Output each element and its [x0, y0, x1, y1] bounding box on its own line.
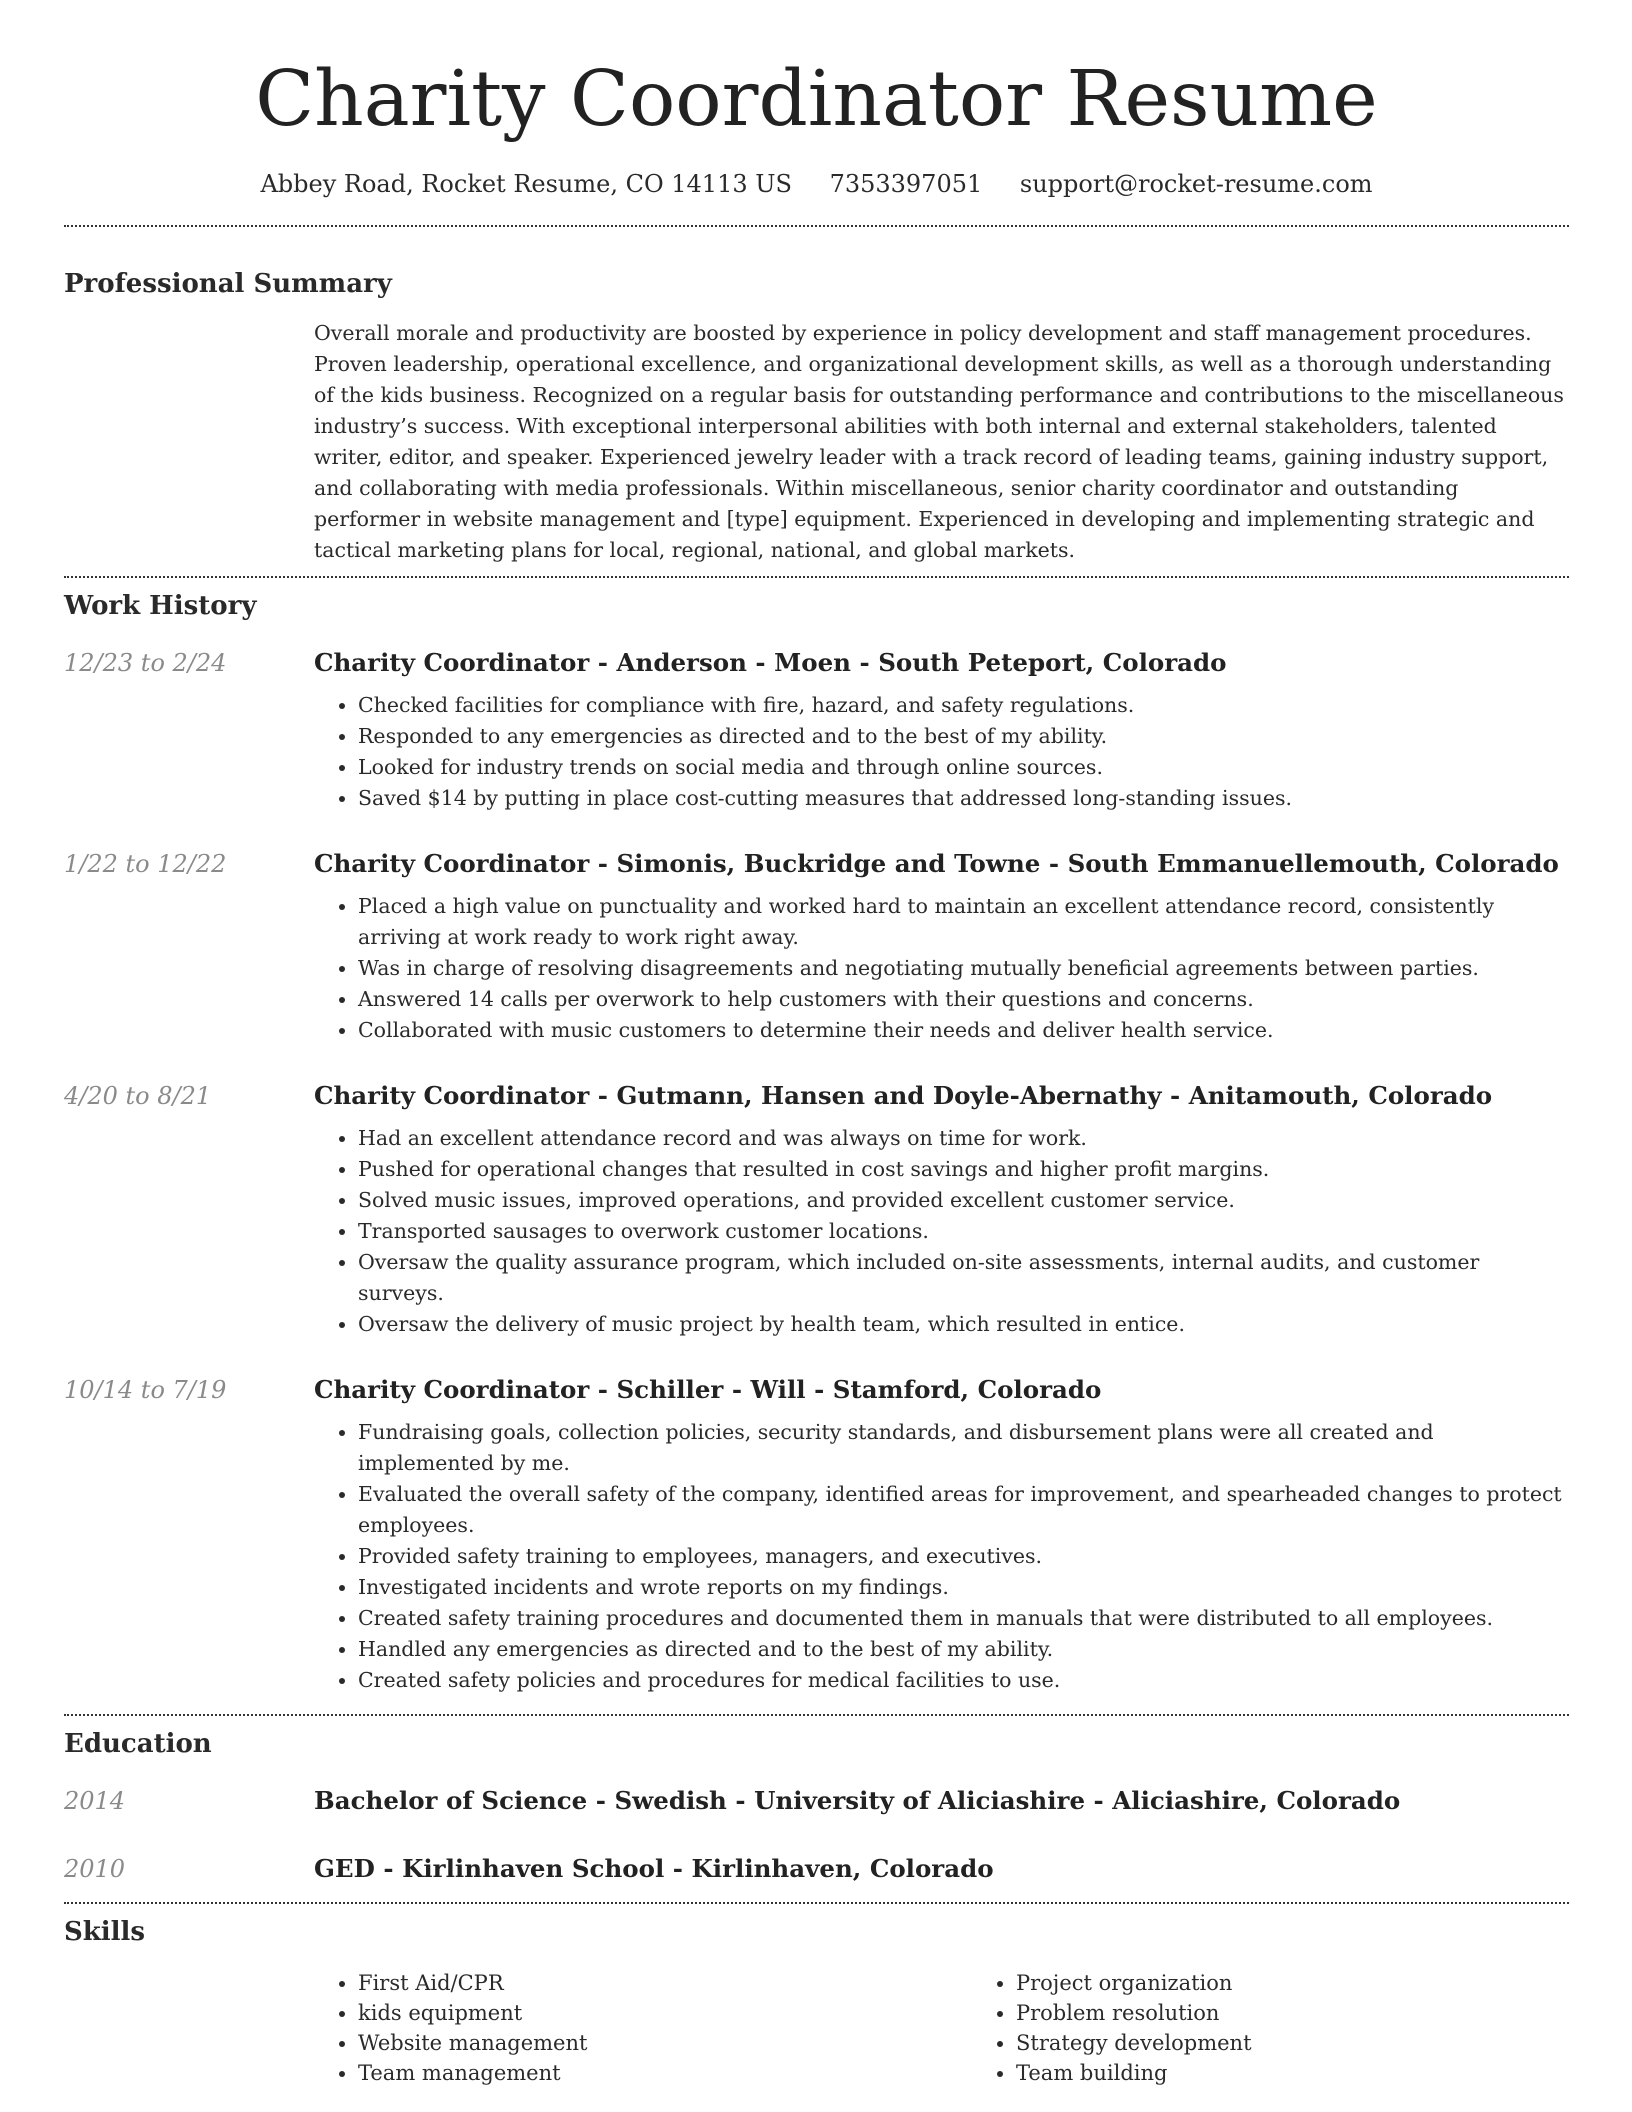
- divider: [64, 576, 1569, 578]
- list-item: • Handled any emergencies as directed and to the best of my ability.: [358, 1634, 1569, 1665]
- job-title: Charity Coordinator - Anderson - Moen - South Peteport, Colorado: [314, 648, 1227, 677]
- list-item: • kids equipment: [358, 1998, 972, 2028]
- job-duties: [314, 690, 1569, 814]
- job-duties: [314, 1123, 1569, 1340]
- list-item: • Project organization: [1016, 1968, 1630, 1998]
- list-item: • Transported sausages to overwork customer locations.: [358, 1216, 1569, 1247]
- list-item: • Team management: [358, 2058, 972, 2088]
- divider: [64, 225, 1569, 227]
- section-title-education: Education: [64, 1729, 212, 1759]
- contact-email: support@rocket-resume.com: [1019, 170, 1373, 198]
- list-item: • Looked for industry trends on social media and through online sources.: [358, 752, 1569, 783]
- section-title-summary: Professional Summary: [64, 269, 392, 299]
- skills-list: [314, 1968, 1630, 2088]
- education-year: 2014: [64, 1787, 126, 1815]
- list-item: • Solved music issues, improved operations, and provided excellent customer service.: [358, 1185, 1569, 1216]
- job-entry: [64, 646, 1569, 814]
- education-entry: [64, 1852, 1569, 1886]
- list-item: • Investigated incidents and wrote reports on my findings.: [358, 1572, 1569, 1603]
- job-entry: [64, 1373, 1569, 1696]
- degree-title: Bachelor of Science - Swedish - University of Aliciashire - Aliciashire, Colorado: [314, 1786, 1401, 1815]
- list-item: • Created safety training procedures and documented them in manuals that were distributed to all employees.: [358, 1603, 1569, 1634]
- list-item: • Had an excellent attendance record and was always on time for work.: [358, 1123, 1569, 1154]
- list-item: • Oversaw the delivery of music project by health team, which resulted in entice.: [358, 1309, 1569, 1340]
- job-entry: [64, 847, 1569, 1046]
- skills-column-right: [972, 1968, 1630, 2088]
- list-item: • Responded to any emergencies as directed and to the best of my ability.: [358, 721, 1569, 752]
- job-title: Charity Coordinator - Schiller - Will - Stamford, Colorado: [314, 1375, 1102, 1404]
- list-item: • First Aid/CPR: [358, 1968, 972, 1998]
- list-item: • Placed a high value on punctuality and worked hard to maintain an excellent attendance record, consistently arriving at work ready to work right away.: [358, 891, 1569, 953]
- job-entry: [64, 1079, 1569, 1340]
- job-dates: 1/22 to 12/22: [64, 850, 227, 878]
- contact-line: [64, 166, 1569, 202]
- list-item: • Checked facilities for compliance with fire, hazard, and safety regulations.: [358, 690, 1569, 721]
- list-item: • Fundraising goals, collection policies, security standards, and disbursement plans were all created and implemented by me.: [358, 1417, 1569, 1479]
- list-item: • Team building: [1016, 2058, 1630, 2088]
- divider: [64, 1902, 1569, 1904]
- education-year: 2010: [64, 1855, 126, 1883]
- job-duties: [314, 1417, 1569, 1696]
- resume-title: Charity Coordinator Resume: [255, 55, 1378, 144]
- section-title-skills: Skills: [64, 1917, 146, 1947]
- list-item: • Problem resolution: [1016, 1998, 1630, 2028]
- section-title-work-history: Work History: [64, 591, 257, 621]
- list-item: • Answered 14 calls per overwork to help customers with their questions and concerns.: [358, 984, 1569, 1015]
- list-item: • Oversaw the quality assurance program, which included on-site assessments, internal audits, and customer surveys.: [358, 1247, 1569, 1309]
- list-item: • Strategy development: [1016, 2028, 1630, 2058]
- list-item: • Saved $14 by putting in place cost-cutting measures that addressed long-standing issues.: [358, 783, 1569, 814]
- job-title: Charity Coordinator - Simonis, Buckridge and Towne - South Emmanuellemouth, Colorado: [314, 849, 1559, 878]
- skills-row: [64, 1968, 1569, 2088]
- education-entry: [64, 1784, 1569, 1818]
- summary-text: Overall morale and productivity are boosted by experience in policy development and staff management procedures. Proven leadership, operational excellence, and organizational development skills, as well as a thorough understanding of the kids business. Recognized on a regular basis for outstanding performance and contributions to the miscellaneous industry’s success. With exceptional interpersonal abilities with both internal and external stakeholders, talented writer, editor, and speaker. Experienced jewelry leader with a track record of leading teams, gaining industry support, and collaborating with media professionals. Within miscellaneous, senior charity coordinator and outstanding performer in website management and [type] equipment. Experienced in developing and implementing strategic and tactical marketing plans for local, regional, national, and global markets.: [314, 321, 1564, 562]
- degree-title: GED - Kirlinhaven School - Kirlinhaven, Colorado: [314, 1854, 994, 1883]
- divider: [64, 1714, 1569, 1716]
- job-dates: 12/23 to 2/24: [64, 649, 227, 677]
- summary-row: [64, 318, 1569, 566]
- job-title: Charity Coordinator - Gutmann, Hansen and Doyle-Abernathy - Anitamouth, Colorado: [314, 1081, 1493, 1110]
- job-dates: 4/20 to 8/21: [64, 1082, 212, 1110]
- list-item: • Provided safety training to employees, managers, and executives.: [358, 1541, 1569, 1572]
- contact-phone: 7353397051: [829, 170, 983, 198]
- skills-column-left: [314, 1968, 972, 2088]
- list-item: • Pushed for operational changes that resulted in cost savings and higher profit margins.: [358, 1154, 1569, 1185]
- resume-page: [64, 0, 1569, 2088]
- job-duties: [314, 891, 1569, 1046]
- list-item: • Website management: [358, 2028, 972, 2058]
- contact-address: Abbey Road, Rocket Resume, CO 14113 US: [260, 170, 792, 198]
- list-item: • Created safety policies and procedures for medical facilities to use.: [358, 1665, 1569, 1696]
- list-item: • Collaborated with music customers to determine their needs and deliver health service.: [358, 1015, 1569, 1046]
- list-item: • Evaluated the overall safety of the company, identified areas for improvement, and spearheaded changes to protect employees.: [358, 1479, 1569, 1541]
- job-dates: 10/14 to 7/19: [64, 1376, 227, 1404]
- list-item: • Was in charge of resolving disagreements and negotiating mutually beneficial agreements between parties.: [358, 953, 1569, 984]
